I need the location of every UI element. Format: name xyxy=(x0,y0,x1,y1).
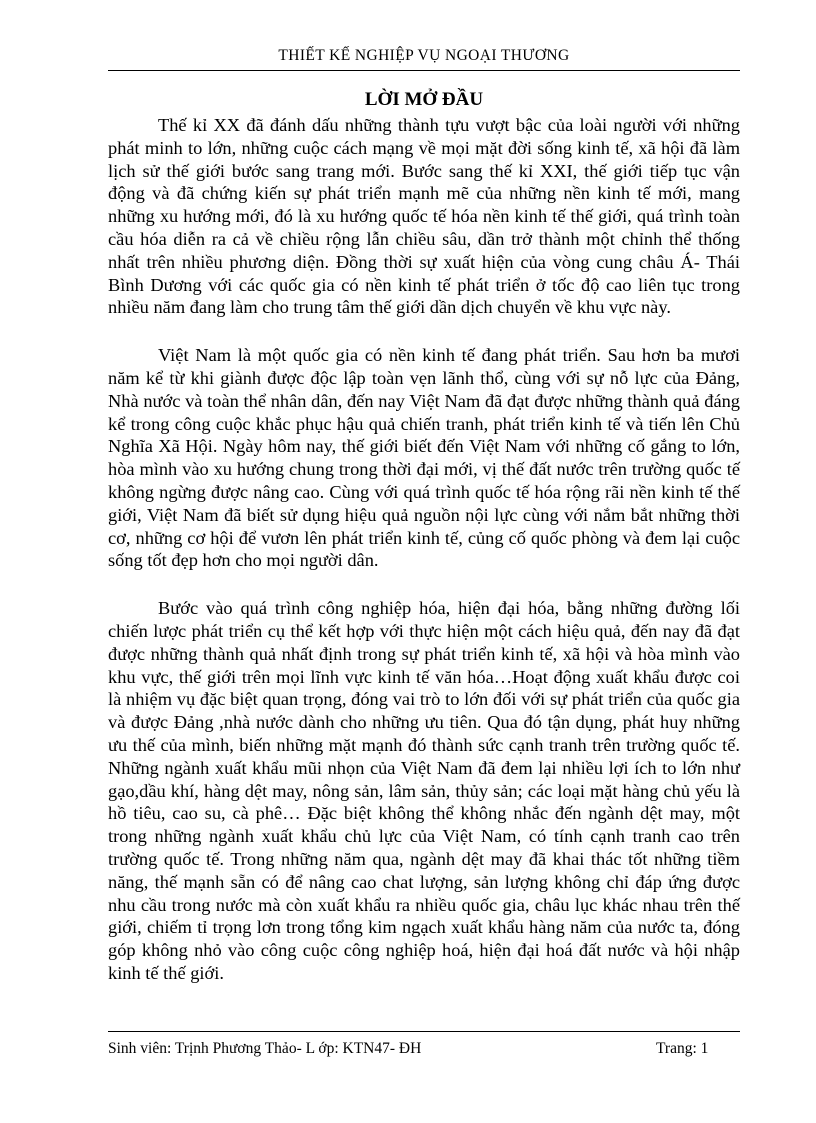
footer-divider xyxy=(108,1031,740,1032)
paragraph-2: Việt Nam là một quốc gia có nền kinh tế đang phát triển. Sau hơn ba mươi năm kể từ khi giành được độc lập toàn vẹn lãnh thổ, cùng với sự nỗ lực của Đảng, Nhà nước và toàn thể nhân dân, đến nay Việt Nam đã đạt được những thành quả đáng kể trong công cuộc khắc phục hậu quả chiến tranh, phát triển kinh tế và tiến lên Chủ Nghĩa Xã Hội. Ngày hôm nay, thế giới biết đến Việt Nam với những cố gắng to lớn, hòa mình vào xu hướng chung trong thời đại mới, vị thế đất nước trên trường quốc tế không ngừng được nâng cao. Cùng với quá trình quốc tế hóa rộng rãi nền kinh tế thế giới, Việt Nam đã biết sử dụng hiệu quả nguồn nội lực cùng với nắm bắt những thời cơ, những cơ hội để vươn lên phát triển kinh tế, củng cố quốc phòng và đem lại cuộc sống tốt đẹp hơn cho mọi người dân. xyxy=(108,345,740,571)
footer-student-info: Sinh viên: Trịnh Phương Thảo- L ớp: KTN47- ĐH xyxy=(108,1040,422,1057)
page-title: LỜI MỞ ĐẦU xyxy=(364,89,484,110)
header-divider xyxy=(108,70,740,71)
document-body xyxy=(108,114,740,1010)
paragraph-1: Thế kỉ XX đã đánh dấu những thành tựu vượt bậc của loài người với những phát minh to lớn, những cuộc cách mạng về mọi mặt đời sống kinh tế, xã hội đã làm lịch sử thế giới bước sang trang mới. Bước sang thế kỉ XXI, thế giới tiếp tục vận động và đã chứng kiến sự phát triển mạnh mẽ của những nền kinh tế mới, mang những xu hướng mới, đó là xu hướng quốc tế hóa nền kinh tế thế giới, quá trình toàn cầu hóa diễn ra cả về chiều rộng lẫn chiều sâu, dần trở thành một chỉnh thể thống nhất trên nhiều phương diện. Đồng thời sự xuất hiện của vòng cung châu Á- Thái Bình Dương với các quốc gia có nền kinh tế phát triển ở tốc độ cao liên tục trong nhiều năm đang làm cho trung tâm thế giới dần dịch chuyển về khu vực này. xyxy=(108,115,740,318)
paragraph-3: Bước vào quá trình công nghiệp hóa, hiện đại hóa, bằng những đường lối chiến lược phát triển cụ thể kết hợp với thực hiện một cách hiệu quả, đến nay đã đạt được những thành quả nhất định trong sự phát triển kinh tế, xã hội và hòa mình vào khu vực, thế giới trên mọi lĩnh vực kinh tế văn hóa…Hoạt động xuất khẩu được coi là nhiệm vụ đặc biệt quan trọng, đóng vai trò to lớn đối với sự phát triển của quốc gia và được Đảng ,nhà nước dành cho những ưu tiên. Qua đó tận dụng, phát huy những ưu thế của mình, biến những mặt mạnh đó thành sức cạnh tranh trên trường quốc tế. Những ngành xuất khẩu mũi nhọn của Việt Nam đã đem lại nhiều lợi ích to lớn như gạo,dầu khí, hàng dệt may, nông sản, lâm sản, thủy sản; các loại mặt hàng chủ yếu là hồ tiêu, cao su, cà phê… Đặc biệt không thể không nhắc đến ngành dệt may, một trong những ngành xuất khẩu chủ lực của Việt Nam, có tính cạnh tranh cao trên trường quốc tế. Trong những năm qua, ngành dệt may đã khai thác tốt những tiềm năng, thế mạnh sẵn có để nâng cao chat lượng, sản lượng không chỉ đáp ứng được nhu cầu trong nước mà còn xuất khẩu ra nhiều quốc gia, châu lục khác nhau trên thế giới, chiếm tỉ trọng lơn trong tổng kim ngạch xuất khẩu hàng năm của nước ta, đóng góp không nhỏ vào công cuộc công nghiệp hoá, hiện đại hoá đất nước và hội nhập kinh tế thế giới. xyxy=(108,598,740,983)
footer-page-number: Trang: 1 xyxy=(656,1040,709,1057)
running-header: THIẾT KẾ NGHIỆP VỤ NGOẠI THƯƠNG xyxy=(278,47,570,64)
